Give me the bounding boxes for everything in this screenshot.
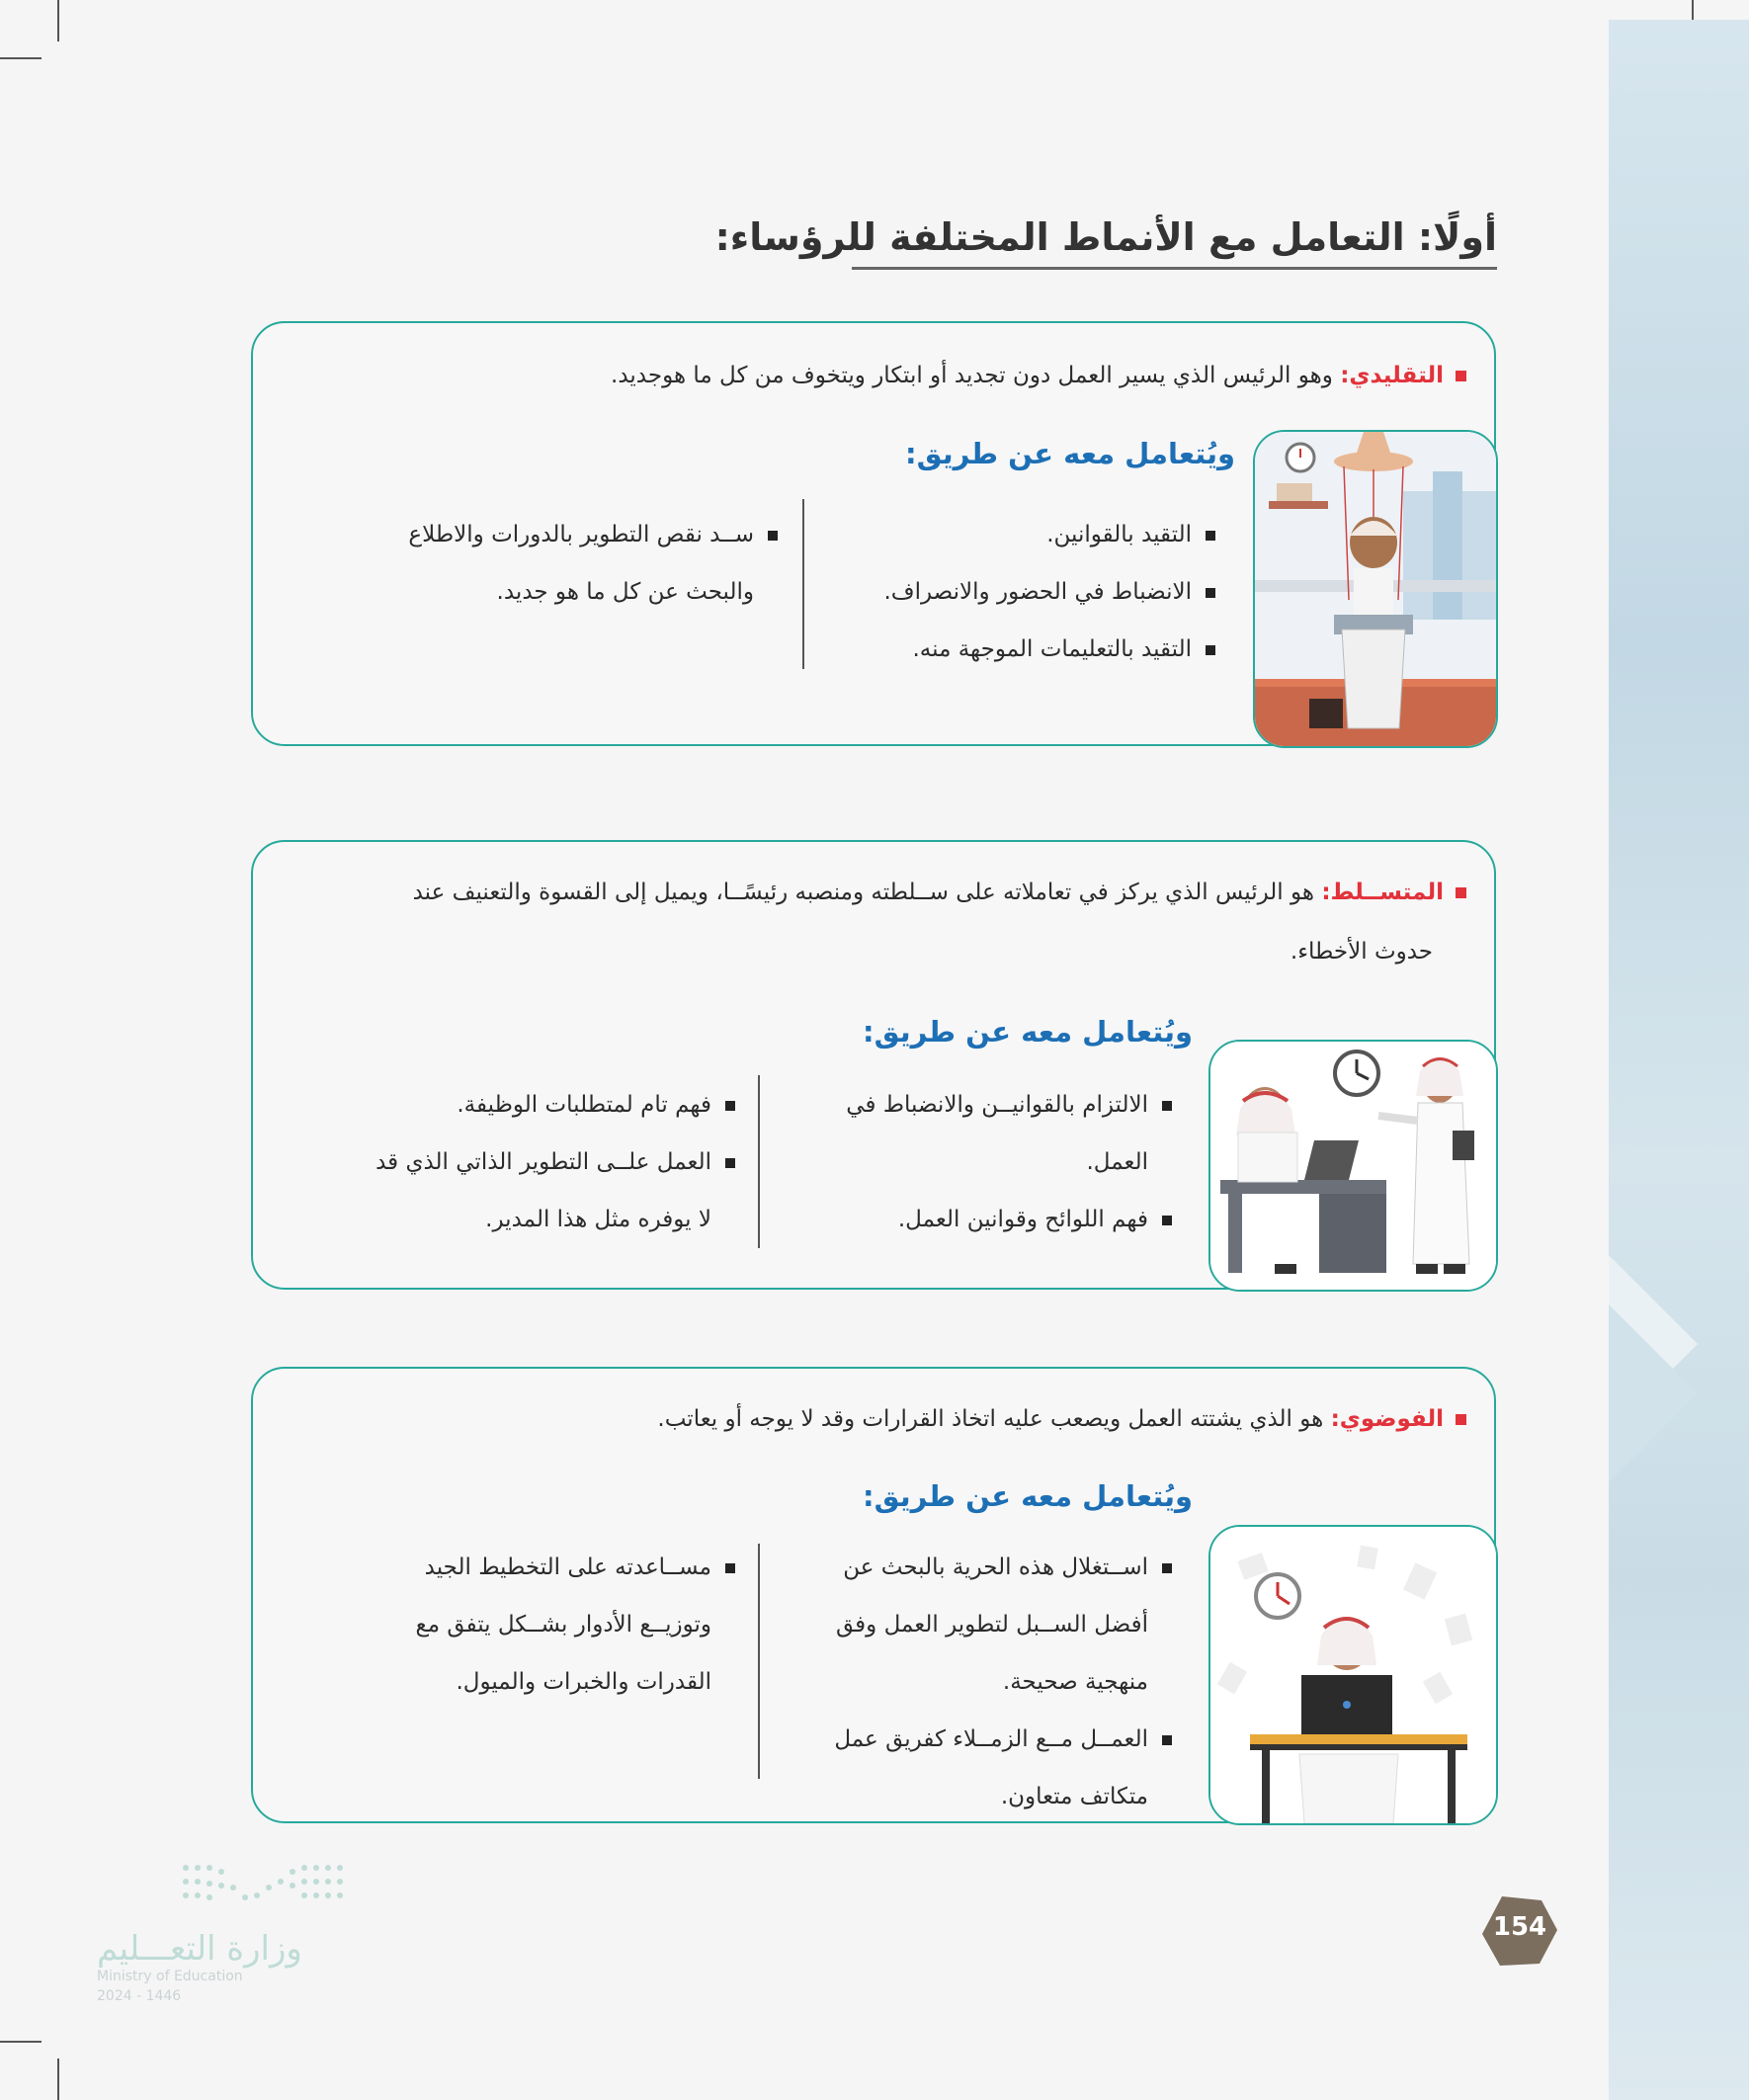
bullet-square [725, 1563, 735, 1573]
bullet-square [1162, 1216, 1172, 1225]
list-item: فهم اللوائح وقوانين العمل. [757, 1191, 1172, 1248]
card-header-continued [1291, 921, 1433, 982]
manager-and-employee-image [1210, 1042, 1496, 1290]
bullet-square [1162, 1563, 1172, 1573]
bullet-square [725, 1101, 735, 1111]
column-divider [758, 1075, 760, 1248]
bullet-square [1206, 531, 1215, 541]
page-number: 154 [1492, 1912, 1547, 1942]
list-item-continuation: القدرات والخبرات والميول. [456, 1669, 711, 1695]
list-item: الالتزام بالقوانيــن والانضباط في [757, 1076, 1172, 1134]
list-item: العمل علــى التطوير الذاتي الذي قد [281, 1134, 735, 1191]
right-list [800, 506, 1215, 678]
left-list [323, 506, 778, 621]
bullet-square [1456, 1414, 1466, 1425]
card-authoritarian [251, 840, 1496, 1290]
ministry-logo-dots [97, 1858, 354, 1917]
title-underline [852, 267, 1497, 270]
bullet-square [725, 1158, 735, 1168]
column-divider [802, 499, 804, 669]
section-subtitle: ويُتعامل معه عن طريق: [863, 1479, 1193, 1513]
term-description-continued: حدوث الأخطاء. [1290, 939, 1433, 965]
list-item: الانضباط في الحضور والانصراف. [800, 563, 1215, 621]
card-header [611, 345, 1466, 406]
chaotic-boss-image [1210, 1527, 1496, 1823]
bullet-square [1206, 588, 1215, 598]
list-item: مســاعدته على التخطيط الجيد [281, 1539, 735, 1596]
illustration-traditional-boss [1253, 430, 1498, 748]
section-subtitle: ويُتعامل معه عن طريق: [905, 437, 1235, 470]
side-decoration [1609, 20, 1749, 2100]
list-item-continuation: منهجية صحيحة. [1002, 1669, 1148, 1695]
card-chaotic [251, 1367, 1496, 1823]
list-item: ســد نقص التطوير بالدورات والاطلاع [323, 506, 778, 563]
list-item-continuation: والبحث عن كل ما هو جديد. [496, 579, 754, 605]
term-label: الفوضوي: [1330, 1406, 1444, 1432]
crop-mark [57, 2058, 59, 2100]
list-item-continuation: متكاتف متعاون. [1000, 1784, 1148, 1809]
bullet-square [1456, 887, 1466, 898]
ministry-logo [97, 1858, 354, 2026]
list-item-continuation: أفضل الســبل لتطوير العمل وفق [835, 1612, 1148, 1638]
term-label: التقليدي: [1340, 363, 1444, 388]
list-item-continuation: العمل. [1086, 1149, 1148, 1175]
list-item: فهم تام لمتطلبات الوظيفة. [281, 1076, 735, 1134]
left-list [281, 1076, 735, 1248]
column-divider [758, 1544, 760, 1779]
bullet-square [768, 531, 778, 541]
term-description: وهو الرئيس الذي يسير العمل دون تجديد أو ابتكار ويتخوف من كل ما هوجديد. [611, 363, 1333, 388]
ministry-name-arabic: وزارة التعـــليم [97, 1929, 302, 1969]
list-item-continuation: وتوزيــع الأدوار بشــكل يتفق مع [415, 1612, 711, 1638]
card-traditional [251, 321, 1496, 746]
list-item: اســتغلال هذه الحرية بالبحث عن [757, 1539, 1172, 1596]
bullet-square [1162, 1735, 1172, 1745]
list-item-continuation: لا يوفره مثل هذا المدير. [485, 1207, 711, 1232]
right-list [757, 1076, 1172, 1248]
illustration-chaotic-boss [1208, 1525, 1498, 1825]
bullet-square [1206, 645, 1215, 655]
list-item: العمــل مــع الزمــلاء كفريق عمل [757, 1711, 1172, 1768]
ministry-name-english: Ministry of Education [97, 1969, 243, 1984]
left-list [281, 1539, 735, 1711]
card-header [413, 862, 1466, 923]
crop-mark [0, 2041, 42, 2043]
bullet-square [1162, 1101, 1172, 1111]
section-subtitle: ويُتعامل معه عن طريق: [863, 1015, 1193, 1049]
term-label: المتســلط: [1321, 880, 1444, 905]
term-description: هو الذي يشتته العمل ويصعب عليه اتخاذ القرارات وقد لا يوجه أو يعاتب. [657, 1406, 1324, 1432]
term-description: هو الرئيس الذي يركز في تعاملاته على ســلطته ومنصبه رئيسًــا، ويميل إلى القسوة والتعنيف عند [412, 880, 1315, 905]
illustration-authoritarian-boss [1208, 1040, 1498, 1292]
list-item: التقيد بالقوانين. [800, 506, 1215, 563]
ministry-year: 2024 - 1446 [97, 1988, 182, 2004]
crop-mark [57, 0, 59, 42]
page-title: أولًا: التعامل مع الأنماط المختلفة للرؤساء: [714, 215, 1497, 259]
crop-mark [0, 57, 42, 59]
card-header [657, 1388, 1466, 1450]
puppet-boss-image [1255, 432, 1496, 746]
bullet-square [1456, 371, 1466, 381]
list-item: التقيد بالتعليمات الموجهة منه. [800, 621, 1215, 678]
right-list [757, 1539, 1172, 1825]
